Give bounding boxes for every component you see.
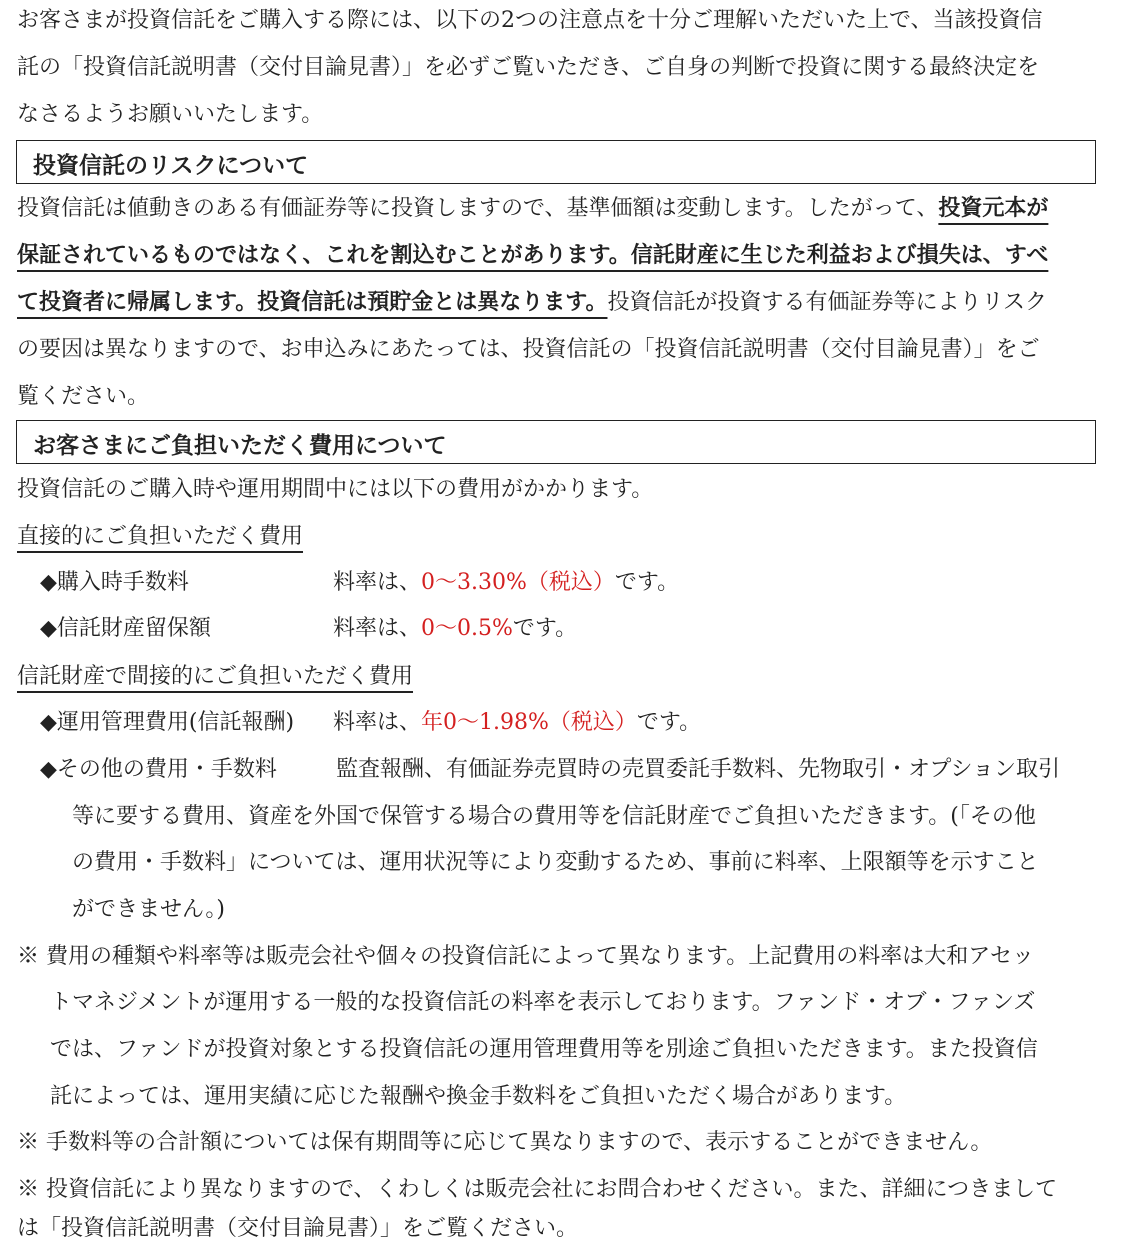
note-line: トマネジメントが運用する一般的な投資信託の料率を表示しております。ファンド・オブ・ファンズ (50, 990, 1036, 1015)
intro-line: お客さまが投資信託をご購入する際には、以下の2つの注意点を十分ご理解いただいた上で、当該投資信 (17, 8, 1043, 33)
fee-rate-value: 年0～1.98%（税込） (421, 710, 637, 735)
note-line: 託によっては、運用実績に応じた報酬や換金手数料をご負担いただく場合があります。 (50, 1084, 907, 1109)
risk-line: 覧ください。 (17, 384, 150, 409)
fee-rate (333, 708, 701, 738)
note-line: では、ファンドが投資対象とする投資信託の運用管理費用等を別途ご負担いただきます。また投資信 (50, 1037, 1038, 1062)
note-line: ※ 費用の種類や料率等は販売会社や個々の投資信託によって異なります。上記費用の料率は大和アセッ (17, 944, 1035, 969)
fee-rate (333, 614, 577, 644)
direct-fees-heading: 直接的にご負担いただく費用 (17, 524, 304, 549)
note-line: ※ 投資信託により異なりますので、くわしくは販売会社にお問合わせください。また、詳細につきまして (17, 1177, 1058, 1202)
fee-desc-line: の費用・手数料」については、運用状況等により変動するため、事前に料率、上限額等を示すこと (72, 850, 1039, 875)
fee-label: ◆運用管理費用(信託報酬) (40, 710, 295, 735)
fee-rate-value: 0～3.30%（税込） (421, 570, 615, 595)
indirect-fees-heading: 信託財産で間接的にご負担いただく費用 (17, 664, 414, 689)
risk-emphasis: 保証されているものではなく、これを割込むことがあります。信託財産に生じた利益および損失は、すべ (17, 243, 1049, 268)
note-2: ※ 手数料等の合計額については保有期間等に応じて異なりますので、表示することができません。 (17, 1130, 993, 1155)
risk-line (17, 194, 1048, 224)
note-line: は「投資信託説明書（交付目論見書）」をご覧ください。 (17, 1216, 579, 1241)
fee-rate-prefix: 料率は、 (333, 570, 422, 595)
risk-emphasis: 投資元本が (938, 196, 1049, 221)
fee-desc-line: 監査報酬、有価証券売買時の売買委託手数料、先物取引・オプション取引 (336, 757, 1061, 782)
risk-text: 投資信託が投資する有価証券等によりリスク (607, 290, 1048, 315)
fee-rate-suffix: です。 (636, 710, 702, 735)
risk-line: の要因は異なりますので、お申込みにあたっては、投資信託の「投資信託説明書（交付目論見書）」をご (17, 337, 1040, 362)
fees-intro: 投資信託のご購入時や運用期間中には以下の費用がかかります。 (17, 477, 654, 502)
risk-line (17, 241, 1048, 271)
fee-rate-suffix: です。 (512, 616, 578, 641)
fee-rate-prefix: 料率は、 (333, 710, 422, 735)
risk-line (17, 288, 1047, 318)
intro-line: なさるようお願いいたします。 (17, 102, 324, 127)
risk-heading: 投資信託のリスクについて (33, 153, 309, 179)
risk-heading-box (16, 140, 1096, 184)
fee-label: ◆信託財産留保額 (40, 616, 211, 641)
intro-line: 託の「投資信託説明書（交付目論見書）」を必ずご覧いただき、ご自身の判断で投資に関する最終決定を (17, 55, 1040, 80)
fee-rate (333, 568, 679, 598)
fee-rate-suffix: です。 (614, 570, 680, 595)
fee-label: ◆その他の費用・手数料 (40, 757, 277, 782)
risk-emphasis: て投資者に帰属します。投資信託は預貯金とは異なります。 (17, 290, 608, 315)
risk-text: 投資信託は値動きのある有価証券等に投資しますので、基準価額は変動します。したがって、 (17, 196, 939, 221)
fee-rate-prefix: 料率は、 (333, 616, 422, 641)
fee-desc-line: ができません。) (72, 897, 225, 922)
fee-rate-value: 0～0.5% (421, 616, 513, 641)
fees-heading-box (16, 420, 1096, 464)
fees-heading: お客さまにご負担いただく費用について (33, 433, 447, 459)
fee-label: ◆購入時手数料 (40, 570, 189, 595)
fee-desc-line: 等に要する費用、資産を外国で保管する場合の費用等を信託財産でご負担いただきます。(「その他 (72, 804, 1036, 829)
